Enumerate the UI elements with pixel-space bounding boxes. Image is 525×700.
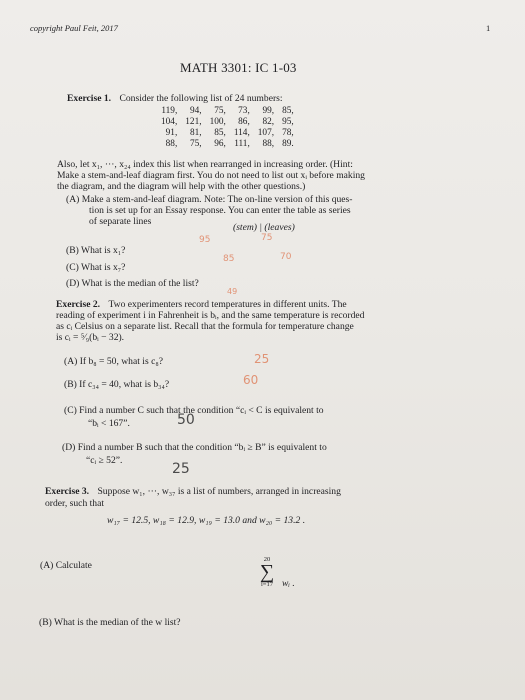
handwritten-answer-1c-right: 70: [280, 252, 292, 262]
number-list-cell: 86,: [238, 117, 250, 127]
exercise-3-part-a: (A) Calculate: [40, 560, 92, 571]
copyright-notice: copyright Paul Feit, 2017: [30, 23, 118, 33]
number-list-cell: 95,: [282, 117, 294, 127]
handwritten-answer-2b: 60: [243, 373, 259, 387]
number-list-cell: 82,: [262, 117, 275, 127]
summation-upper-limit: 20: [263, 556, 271, 563]
stem-leaf-header: (stem) | (leaves): [233, 222, 295, 233]
exercise-1-para-1: Also, let x₁, ···, x₂₄ index this list when rearranged in increasing order. (Hint:: [57, 159, 353, 170]
number-list-cell: 85,: [214, 128, 226, 138]
number-list-cell: 119,: [161, 106, 178, 116]
number-list-row: [157, 117, 298, 128]
number-list-cell: 88,: [262, 139, 275, 149]
number-list-cell: 75,: [214, 106, 226, 116]
exercise-1-para-2: Make a stem-and-leaf diagram first. You do not need to list out xᵢ before making: [57, 170, 365, 181]
page-number: 1: [486, 23, 491, 33]
exercise-1-intro: Consider the following list of 24 numbers:: [119, 93, 283, 104]
number-list-cell: 107,: [257, 128, 275, 138]
exercise-2-line-4: is cᵢ = ⁵⁄₉(bᵢ − 32).: [56, 332, 125, 343]
exercise-1-part-a-line-3: of separate lines: [89, 216, 152, 227]
exercise-3-intro: Suppose w₁, ···, w₃₇ is a list of numbers, arranged in increasing: [97, 486, 341, 497]
number-list-cell: 91,: [165, 128, 178, 138]
number-list-cell: 85,: [282, 106, 294, 116]
number-list-cell: 111,: [234, 139, 250, 149]
number-list-table: [157, 106, 298, 150]
number-list-row: [157, 139, 298, 150]
handwritten-answer-1b-right: 75: [261, 233, 273, 243]
exercise-1-part-c: (C) What is x₇?: [66, 262, 126, 273]
number-list-cell: 96,: [214, 139, 226, 149]
exercise-1-label: Exercise 1.: [67, 93, 112, 104]
exercise-3-line-1: [45, 486, 341, 498]
exercise-1-part-b: (B) What is x₁?: [66, 245, 126, 256]
exercise-1-part-a-line-1: (A) Make a stem-and-leaf diagram. Note: The on-line version of this ques-: [66, 194, 353, 205]
exercise-2-part-b: (B) If c₃₄ = 40, what is b₃₄?: [64, 379, 170, 390]
summation-expression: [252, 556, 282, 588]
number-list-cell: 81,: [189, 128, 202, 138]
exercise-2-part-d-line-2: “cᵢ ≥ 52”.: [86, 455, 123, 466]
number-list-row: [157, 106, 298, 117]
handwritten-answer-2a: 25: [254, 352, 270, 366]
handwritten-answer-1d: 49: [227, 287, 238, 296]
page-title: MATH 3301: IC 1-03: [180, 60, 297, 75]
exercise-1-part-a-line-2: tion is set up for an Essay response. You can enter the table as series: [89, 205, 351, 216]
exercise-1-heading: [67, 93, 283, 105]
exercise-2-line-2: reading of experiment i in Fahrenheit is bᵢ, and the same temperature is recorded: [56, 310, 365, 321]
number-list-row: [157, 128, 298, 139]
number-list-cell: 94,: [189, 106, 202, 116]
exercise-3-line-2: order, such that: [45, 498, 105, 509]
number-list-cell: 99,: [262, 106, 275, 116]
exercise-2-intro: Two experimenters record temperatures in different units. The: [108, 299, 347, 310]
number-list-cell: 104,: [161, 117, 178, 127]
summation-symbol: ∑: [259, 561, 275, 583]
exercise-1-para-3: the diagram, and the diagram will help with the other questions.): [57, 181, 306, 192]
exercise-3-label: Exercise 3.: [45, 486, 90, 497]
exercise-2-part-a: (A) If b₈ = 50, what is c₈?: [64, 356, 163, 367]
number-list-cell: 114,: [233, 128, 250, 138]
exercise-3-given-values: w₁₇ = 12.5, w₁₈ = 12.9, w₁₉ = 13.0 and w₂₀ = 13.2 .: [107, 515, 306, 526]
exercise-3-part-b: (B) What is the median of the w list?: [39, 617, 181, 628]
number-list-cell: 100,: [209, 117, 226, 127]
number-list-cell: 88,: [165, 139, 178, 149]
exercise-2-part-d-line-1: (D) Find a number B such that the condition “bᵢ ≥ B” is equivalent to: [62, 442, 327, 453]
number-list-cell: 121,: [185, 117, 202, 127]
number-list-cell: 73,: [238, 106, 250, 116]
summation-lower-limit: i=17: [261, 581, 273, 588]
exercise-2-part-c-line-1: (C) Find a number C such that the condition “cᵢ < C is equivalent to: [64, 405, 324, 416]
summation-term: wᵢ .: [282, 578, 295, 589]
number-list-cell: 78,: [282, 128, 294, 138]
exercise-2-label: Exercise 2.: [56, 299, 101, 310]
handwritten-answer-1c-left: 85: [223, 254, 235, 264]
handwritten-answer-2d: 25: [172, 461, 190, 477]
handwritten-answer-1b-left: 95: [199, 235, 211, 245]
number-list-cell: 89.: [282, 139, 294, 149]
handwritten-answer-2c: 50: [177, 412, 195, 428]
exercise-1-part-d: (D) What is the median of the list?: [66, 278, 199, 289]
exercise-2-line-3: as cᵢ Celsius on a separate list. Recall that the formula for temperature change: [56, 321, 354, 332]
number-list-cell: 75,: [189, 139, 202, 149]
exercise-2-part-c-line-2: “bᵢ < 167”.: [88, 418, 130, 429]
